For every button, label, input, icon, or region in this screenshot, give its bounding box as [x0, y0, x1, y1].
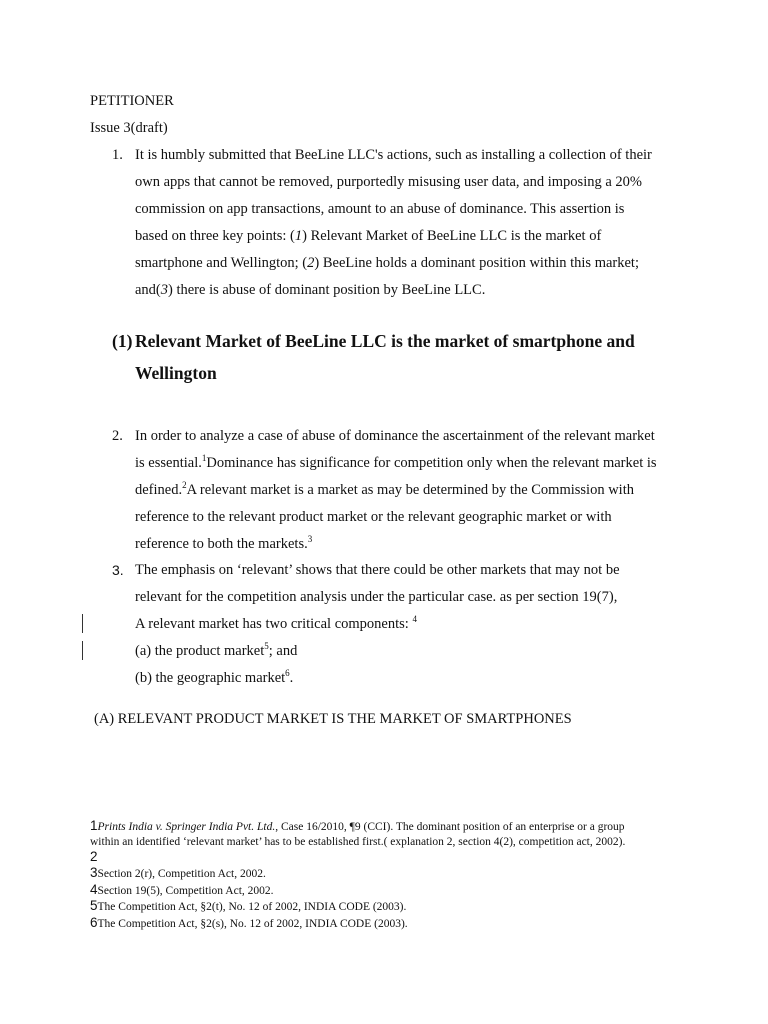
footnote-ref-3[interactable]: 3	[307, 534, 313, 544]
footnote-number: 5	[90, 898, 98, 913]
paragraph-3	[135, 557, 695, 692]
revision-bar	[82, 641, 83, 660]
paragraph-number-2: 2.	[112, 428, 123, 444]
case-citation: Prints India v. Springer India Pvt. Ltd.	[97, 821, 276, 833]
footnote-number: 3	[90, 865, 98, 880]
footnote-ref-6[interactable]: 6	[285, 668, 290, 678]
paragraph-3-line: relevant for the competition analysis under the particular case. as per section 19(7),	[135, 589, 618, 605]
paragraph-2	[135, 423, 695, 558]
section-heading-line: Wellington	[135, 363, 217, 383]
footnote-5: 5The Competition Act, §2(t), No. 12 of 2002, INDIA CODE (2003).	[90, 898, 407, 913]
footnote-ref-4[interactable]: 4	[412, 614, 417, 624]
footnote-number: 6	[90, 915, 98, 930]
paragraph-1-line: smartphone and Wellington; (2) BeeLine holds a dominant position within this market;	[135, 255, 639, 271]
paragraph-2-line: In order to analyze a case of abuse of dominance the ascertainment of the relevant market	[135, 428, 655, 444]
paragraph-3-line: (b) the geographic market$^6$.	[135, 668, 294, 686]
footnote-ref-2[interactable]: 2	[182, 480, 187, 490]
footnote-number: 1	[90, 818, 98, 833]
footnote-2	[90, 849, 710, 866]
paragraph-3-line: (a) the product market$^5$; and	[135, 641, 298, 659]
paragraph-1-line: and(3) there is abuse of dominant position by BeeLine LLC.	[135, 282, 486, 298]
paragraph-1-line: based on three key points: (1) Relevant Market of BeeLine LLC is the market of	[135, 228, 602, 244]
paragraph-number-3: 3.	[112, 562, 124, 578]
footnote-ref-5[interactable]: 5	[264, 641, 269, 651]
paragraph-1-line: own apps that cannot be removed, purportedly misusing user data, and imposing a 20%	[135, 174, 642, 190]
paragraph-2-line: defined.$^2$A relevant market is a market as may be determined by the Commission with	[135, 480, 634, 498]
issue-label: Issue 3(draft)	[90, 120, 168, 136]
paragraph-number-1: 1.	[112, 147, 123, 163]
footnote-number: 2	[90, 849, 98, 864]
footnote-number: 4	[90, 882, 98, 897]
section-heading-number: (1)	[112, 331, 133, 351]
footnote-ref-1[interactable]: 1	[201, 453, 207, 463]
petitioner-label: PETITIONER	[90, 93, 174, 109]
paragraph-1	[135, 142, 695, 304]
paragraph-2-line: reference to both the markets.$^3$	[135, 534, 313, 552]
footnote-1: 1Prints India v. Springer India Pvt. Ltd., Case 16/2010, ¶9 (CCI). The dominant position of an enterprise or a group within an identified ‘relevant market’ has to be established first.( explanation 2, section 4(2), competition act, 2002).	[90, 818, 626, 848]
footnote-6: 6The Competition Act, §2(s), No. 12 of 2002, INDIA CODE (2003).	[90, 915, 408, 930]
paragraph-3-line: The emphasis on ‘relevant’ shows that there could be other markets that may not be	[135, 562, 620, 578]
revision-bar	[82, 614, 83, 633]
footnote-3: 3Section 2(r), Competition Act, 2002.	[90, 865, 266, 880]
paragraph-3-line: A relevant market has two critical components: $^4$	[135, 614, 417, 632]
paragraph-2-line: reference to the relevant product market or the relevant geographic market or with	[135, 509, 612, 525]
section-heading-line: Relevant Market of BeeLine LLC is the market of smartphone and	[135, 331, 635, 351]
paragraph-2-line: is essential.$^1$Dominance has significance for competition only when the relevant market is	[135, 453, 657, 471]
paragraph-1-line: It is humbly submitted that BeeLine LLC's actions, such as installing a collection of their	[135, 147, 652, 163]
footnote-4: 4Section 19(5), Competition Act, 2002.	[90, 882, 274, 897]
subheading-product-market: (A) RELEVANT PRODUCT MARKET IS THE MARKET OF SMARTPHONES	[94, 711, 572, 727]
paragraph-1-line: commission on app transactions, amount to an abuse of dominance. This assertion is	[135, 201, 625, 217]
